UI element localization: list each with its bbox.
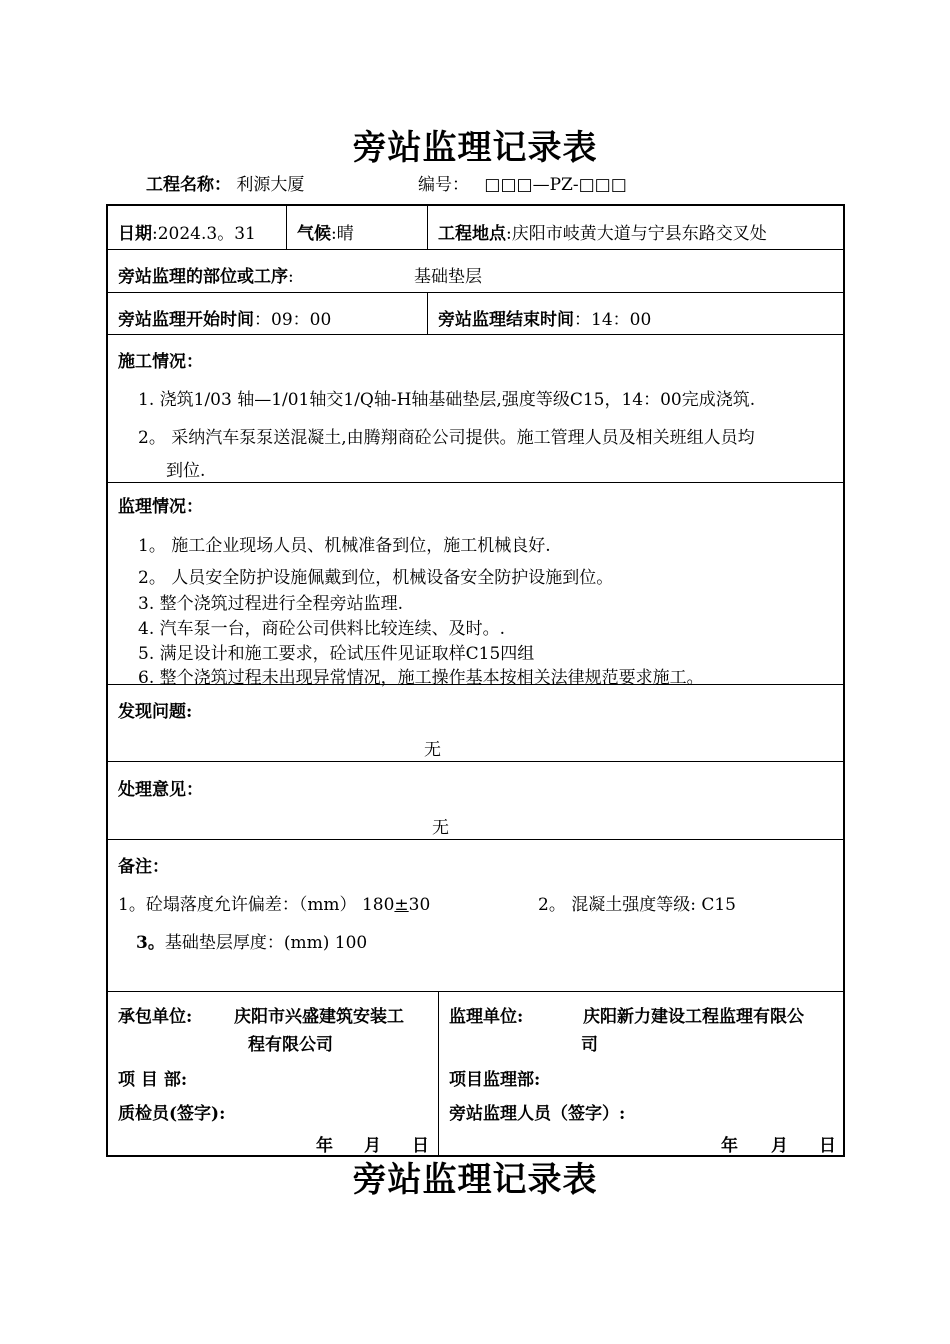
problems-section: [108, 685, 843, 762]
supervision-label: 监理情况：: [118, 497, 203, 517]
date-value: :2024.3。31: [152, 224, 256, 244]
supervisor-year: 年: [721, 1136, 738, 1156]
remarks-item-1-plusminus: ±: [394, 895, 409, 915]
remarks-item-1: [118, 890, 430, 915]
construction-section: [108, 335, 843, 483]
project-name-field: [146, 170, 304, 195]
supervisor-name-line-1: 庆阳新力建设工程监理有限公: [583, 1007, 804, 1027]
remarks-section: [108, 840, 843, 992]
document-number-value: □□□—PZ-□□□: [484, 175, 627, 195]
supervision-line-3: 3. 整个浇筑过程进行全程旁站监理.: [138, 594, 404, 614]
part-process-value: 基础垫层: [414, 267, 482, 287]
page-title: 旁站监理记录表: [352, 128, 598, 168]
document-number-field: [418, 170, 627, 195]
supervisor-day: 日: [819, 1136, 836, 1156]
handling-value: 无: [432, 818, 449, 838]
remarks-item-1-text: 1。砼塌落度允许偏差：（mm） 180: [118, 895, 395, 915]
supervisor-staff-label: 旁站监理人员（签字）:: [449, 1104, 626, 1124]
construction-line-2: 2。 采纳汽车泵泵送混凝土,由腾翔商砼公司提供。施工管理人员及相关班组人员均: [138, 428, 755, 448]
end-time-label: 旁站监理结束时间: [438, 310, 574, 330]
project-name-label: 工程名称：: [146, 175, 231, 195]
remarks-item-1-tail: 30: [408, 895, 431, 915]
supervision-line-4: 4. 汽车泵一台，商砼公司供料比较连续、及时。.: [138, 619, 506, 639]
location-label: 工程地点: [438, 224, 506, 244]
part-process-label: 旁站监理的部位或工序: [118, 267, 288, 287]
location-cell: [427, 206, 843, 249]
supervision-line-5: 5. 满足设计和施工要求，砼试压件见证取样C15四组: [138, 644, 535, 664]
construction-label: 施工情况：: [118, 352, 203, 372]
signature-section: [108, 992, 843, 1155]
contractor-label: 承包单位:: [118, 1007, 193, 1027]
row-part-process: [108, 250, 843, 293]
part-process-colon: :: [288, 267, 294, 287]
supervision-line-1: 1。 施工企业现场人员、机械准备到位，施工机械良好.: [138, 536, 551, 556]
handling-section: [108, 762, 843, 840]
weather-label: 气候: [297, 224, 331, 244]
weather-value: :晴: [331, 224, 354, 244]
footer-title: 旁站监理记录表: [352, 1160, 598, 1200]
contractor-inspector-label: 质检员(签字):: [118, 1104, 226, 1124]
problems-label: 发现问题:: [118, 702, 193, 722]
end-time-value: ：14：00: [574, 310, 652, 330]
row-time: [108, 293, 843, 335]
remarks-item-3-number: 3。: [136, 933, 165, 953]
remarks-item-3: [136, 928, 367, 953]
contractor-day: 日: [412, 1136, 429, 1156]
start-time-cell: [108, 293, 427, 334]
supervisor-dept-label: 项目监理部:: [449, 1070, 541, 1090]
remarks-label: 备注：: [118, 857, 169, 877]
date-cell: [108, 206, 286, 249]
contractor-name-line-2: 程有限公司: [248, 1035, 333, 1055]
remarks-item-3-text: 基础垫层厚度：(mm) 100: [164, 933, 368, 953]
remarks-item-2: 2。 混凝土强度等级: C15: [538, 895, 736, 915]
end-time-cell: [427, 293, 843, 334]
supervision-line-2: 2。 人员安全防护设施佩戴到位，机械设备安全防护设施到位。: [138, 568, 614, 588]
contractor-dept-label: 项 目 部:: [118, 1070, 188, 1090]
weather-cell: [286, 206, 427, 249]
supervision-section: [108, 483, 843, 688]
record-table: [106, 204, 845, 1157]
date-label: 日期: [118, 224, 152, 244]
problems-value: 无: [424, 740, 441, 760]
row-date-weather-location: [108, 206, 843, 250]
construction-line-3: 到位.: [166, 461, 206, 481]
contractor-name-line-1: 庆阳市兴盛建筑安装工: [234, 1007, 404, 1027]
contractor-cell: [108, 992, 438, 1155]
document-number-label: 编号：: [418, 175, 469, 195]
handling-label: 处理意见：: [118, 780, 203, 800]
supervision-line-6: 6. 整个浇筑过程未出现异常情况，施工操作基本按相关法律规范要求施工。: [138, 668, 704, 688]
supervisor-label: 监理单位:: [449, 1007, 524, 1027]
location-value: :庆阳市岐黄大道与宁县东路交叉处: [506, 224, 767, 244]
start-time-label: 旁站监理开始时间: [118, 310, 254, 330]
start-time-value: ：09：00: [254, 310, 332, 330]
project-name-value: 利源大厦: [236, 175, 305, 195]
contractor-year: 年: [316, 1136, 333, 1156]
supervisor-month: 月: [771, 1136, 788, 1156]
contractor-month: 月: [364, 1136, 381, 1156]
supervisor-cell: [438, 992, 843, 1155]
supervisor-name-line-2: 司: [581, 1035, 598, 1055]
construction-line-1: 1. 浇筑1/03 轴—1/01轴交1/Q轴-H轴基础垫层,强度等级C15，14：00完成浇筑.: [138, 390, 756, 410]
